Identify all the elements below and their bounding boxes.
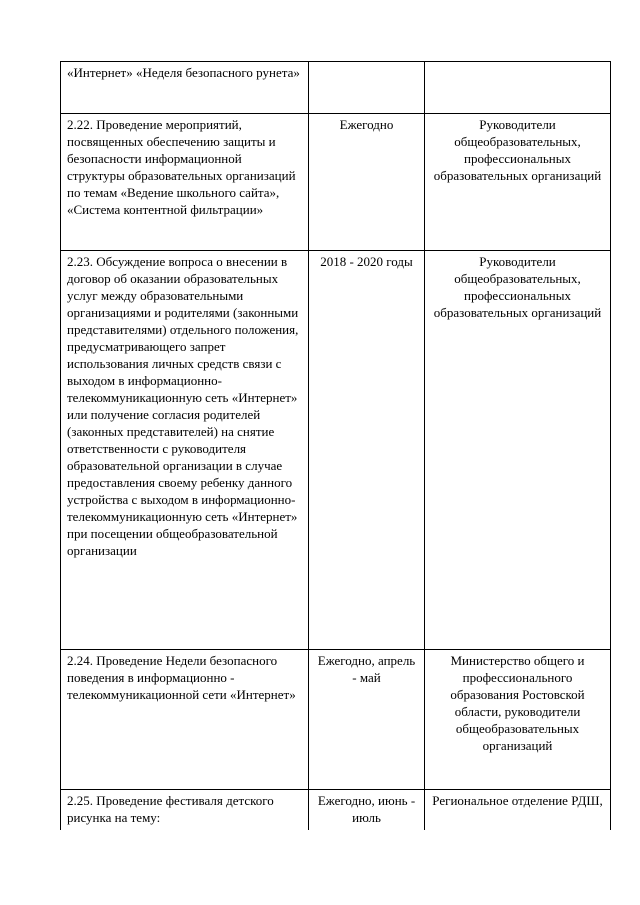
responsible-text: Региональное отделение РДШ, — [432, 793, 603, 808]
responsible-text: Министерство общего и профессионального образования Ростовской области, руководители общеобразовательных организаций — [450, 653, 585, 753]
responsible-cell — [425, 251, 611, 650]
responsible-text: Руководители общеобразовательных, профессиональных образовательных организаций — [433, 254, 602, 320]
responsible-cell — [425, 650, 611, 790]
activity-text: 2.23. Обсуждение вопроса о внесении в договор об оказании образовательных услуг между образовательными организациями и родителями (законными представителями) отдельного положения, предусматривающего запрет использования личных средств связи с выходом в информационно-телекоммуникационную сеть «Интернет» или получение согласия родителей (законных представителей) на снятие ответственности с руководителя образовательной организации в случае предоставления своему ребенку данного устройства с выходом в информационно-телекоммуникационную сеть «Интернет» при посещении общеобразовательной организации — [67, 254, 299, 558]
table-row — [61, 114, 611, 251]
term-cell — [309, 114, 425, 251]
activity-cell — [61, 650, 309, 790]
plan-table — [60, 61, 611, 830]
responsible-cell — [425, 62, 611, 114]
table-row — [61, 650, 611, 790]
table-row — [61, 251, 611, 650]
term-text: Ежегодно, апрель - май — [317, 653, 416, 685]
term-cell — [309, 62, 425, 114]
table-row — [61, 790, 611, 830]
responsible-text: Руководители общеобразовательных, профессиональных образовательных организаций — [433, 117, 602, 183]
activity-text: «Интернет» «Неделя безопасного рунета» — [67, 65, 300, 80]
activity-cell — [61, 62, 309, 114]
table-row — [61, 62, 611, 114]
activity-text: 2.25. Проведение фестиваля детского рисунка на тему: — [67, 793, 274, 825]
responsible-cell — [425, 114, 611, 251]
term-cell — [309, 251, 425, 650]
activity-cell — [61, 251, 309, 650]
activity-cell — [61, 790, 309, 830]
term-text: 2018 - 2020 годы — [320, 254, 413, 269]
term-text: Ежегодно, июнь - июль — [317, 793, 416, 825]
activity-text: 2.22. Проведение мероприятий, посвященных обеспечению защиты и безопасности информационной структуры образовательных организаций по темам «Ведение школьного сайта», «Система контентной фильтрации» — [67, 117, 296, 217]
term-text: Ежегодно — [339, 117, 394, 132]
term-cell — [309, 650, 425, 790]
term-cell — [309, 790, 425, 830]
activity-cell — [61, 114, 309, 251]
activity-text: 2.24. Проведение Недели безопасного поведения в информационно - телекоммуникационной сети «Интернет» — [67, 653, 296, 702]
responsible-cell — [425, 790, 611, 830]
